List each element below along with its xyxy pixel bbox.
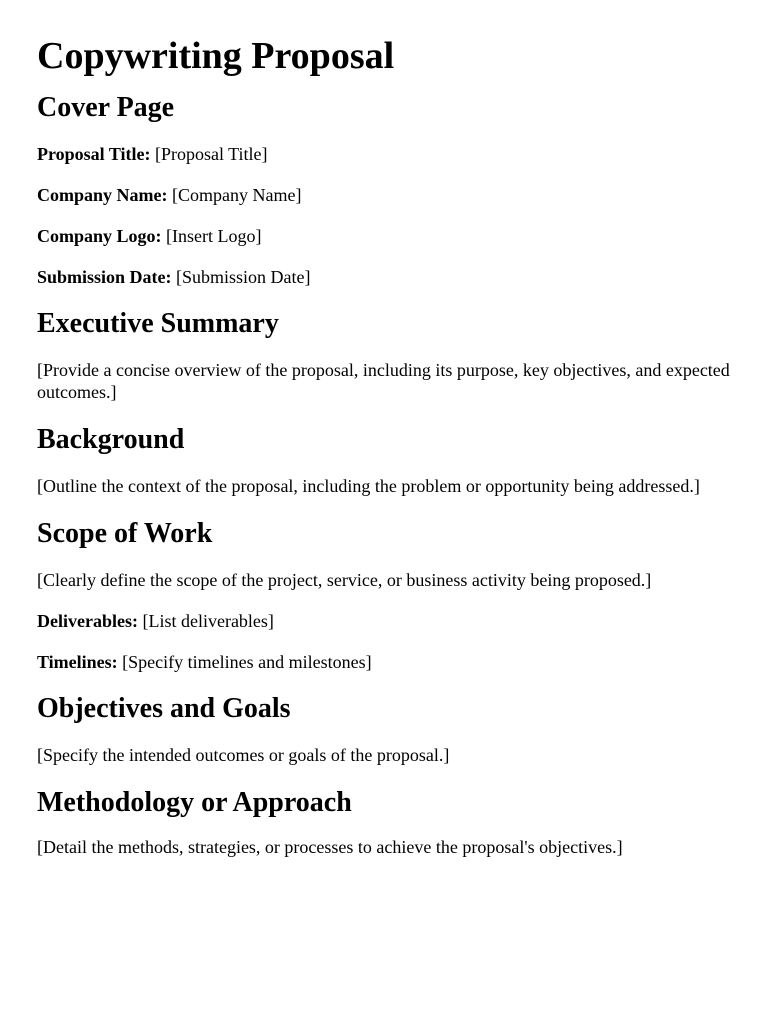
field-value: [List deliverables] [142,611,274,631]
timelines-field [37,651,737,673]
field-label: Company Logo: [37,226,162,246]
executive-summary-heading: Executive Summary [37,308,279,339]
document-page [37,0,737,858]
field-value: [Proposal Title] [155,144,268,164]
company-logo-field [37,225,737,247]
objectives-heading: Objectives and Goals [37,693,291,724]
company-name-field [37,184,737,206]
scope-of-work-text: [Clearly define the scope of the project, service, or business activity being proposed.] [37,570,652,590]
field-value: [Submission Date] [176,267,311,287]
objectives-text: [Specify the intended outcomes or goals of the proposal.] [37,745,450,765]
field-value: [Insert Logo] [166,226,262,246]
field-label: Company Name: [37,185,168,205]
deliverables-field [37,610,737,632]
background-text: [Outline the context of the proposal, including the problem or opportunity being addressed.] [37,476,700,496]
document-title: Copywriting Proposal [37,35,395,77]
cover-page-heading: Cover Page [37,92,175,123]
background-heading: Background [37,424,185,455]
proposal-title-field [37,143,737,165]
methodology-text: [Detail the methods, strategies, or processes to achieve the proposal's objectives.] [37,837,623,857]
field-value: [Specify timelines and milestones] [122,652,372,672]
field-label: Submission Date: [37,267,172,287]
methodology-heading: Methodology or Approach [37,787,352,818]
field-value: [Company Name] [172,185,302,205]
scope-of-work-heading: Scope of Work [37,518,213,549]
field-label: Deliverables: [37,611,138,631]
submission-date-field [37,266,737,288]
field-label: Timelines: [37,652,118,672]
field-label: Proposal Title: [37,144,151,164]
executive-summary-text: [Provide a concise overview of the proposal, including its purpose, key objectives, and expected outcomes.] [37,360,730,402]
